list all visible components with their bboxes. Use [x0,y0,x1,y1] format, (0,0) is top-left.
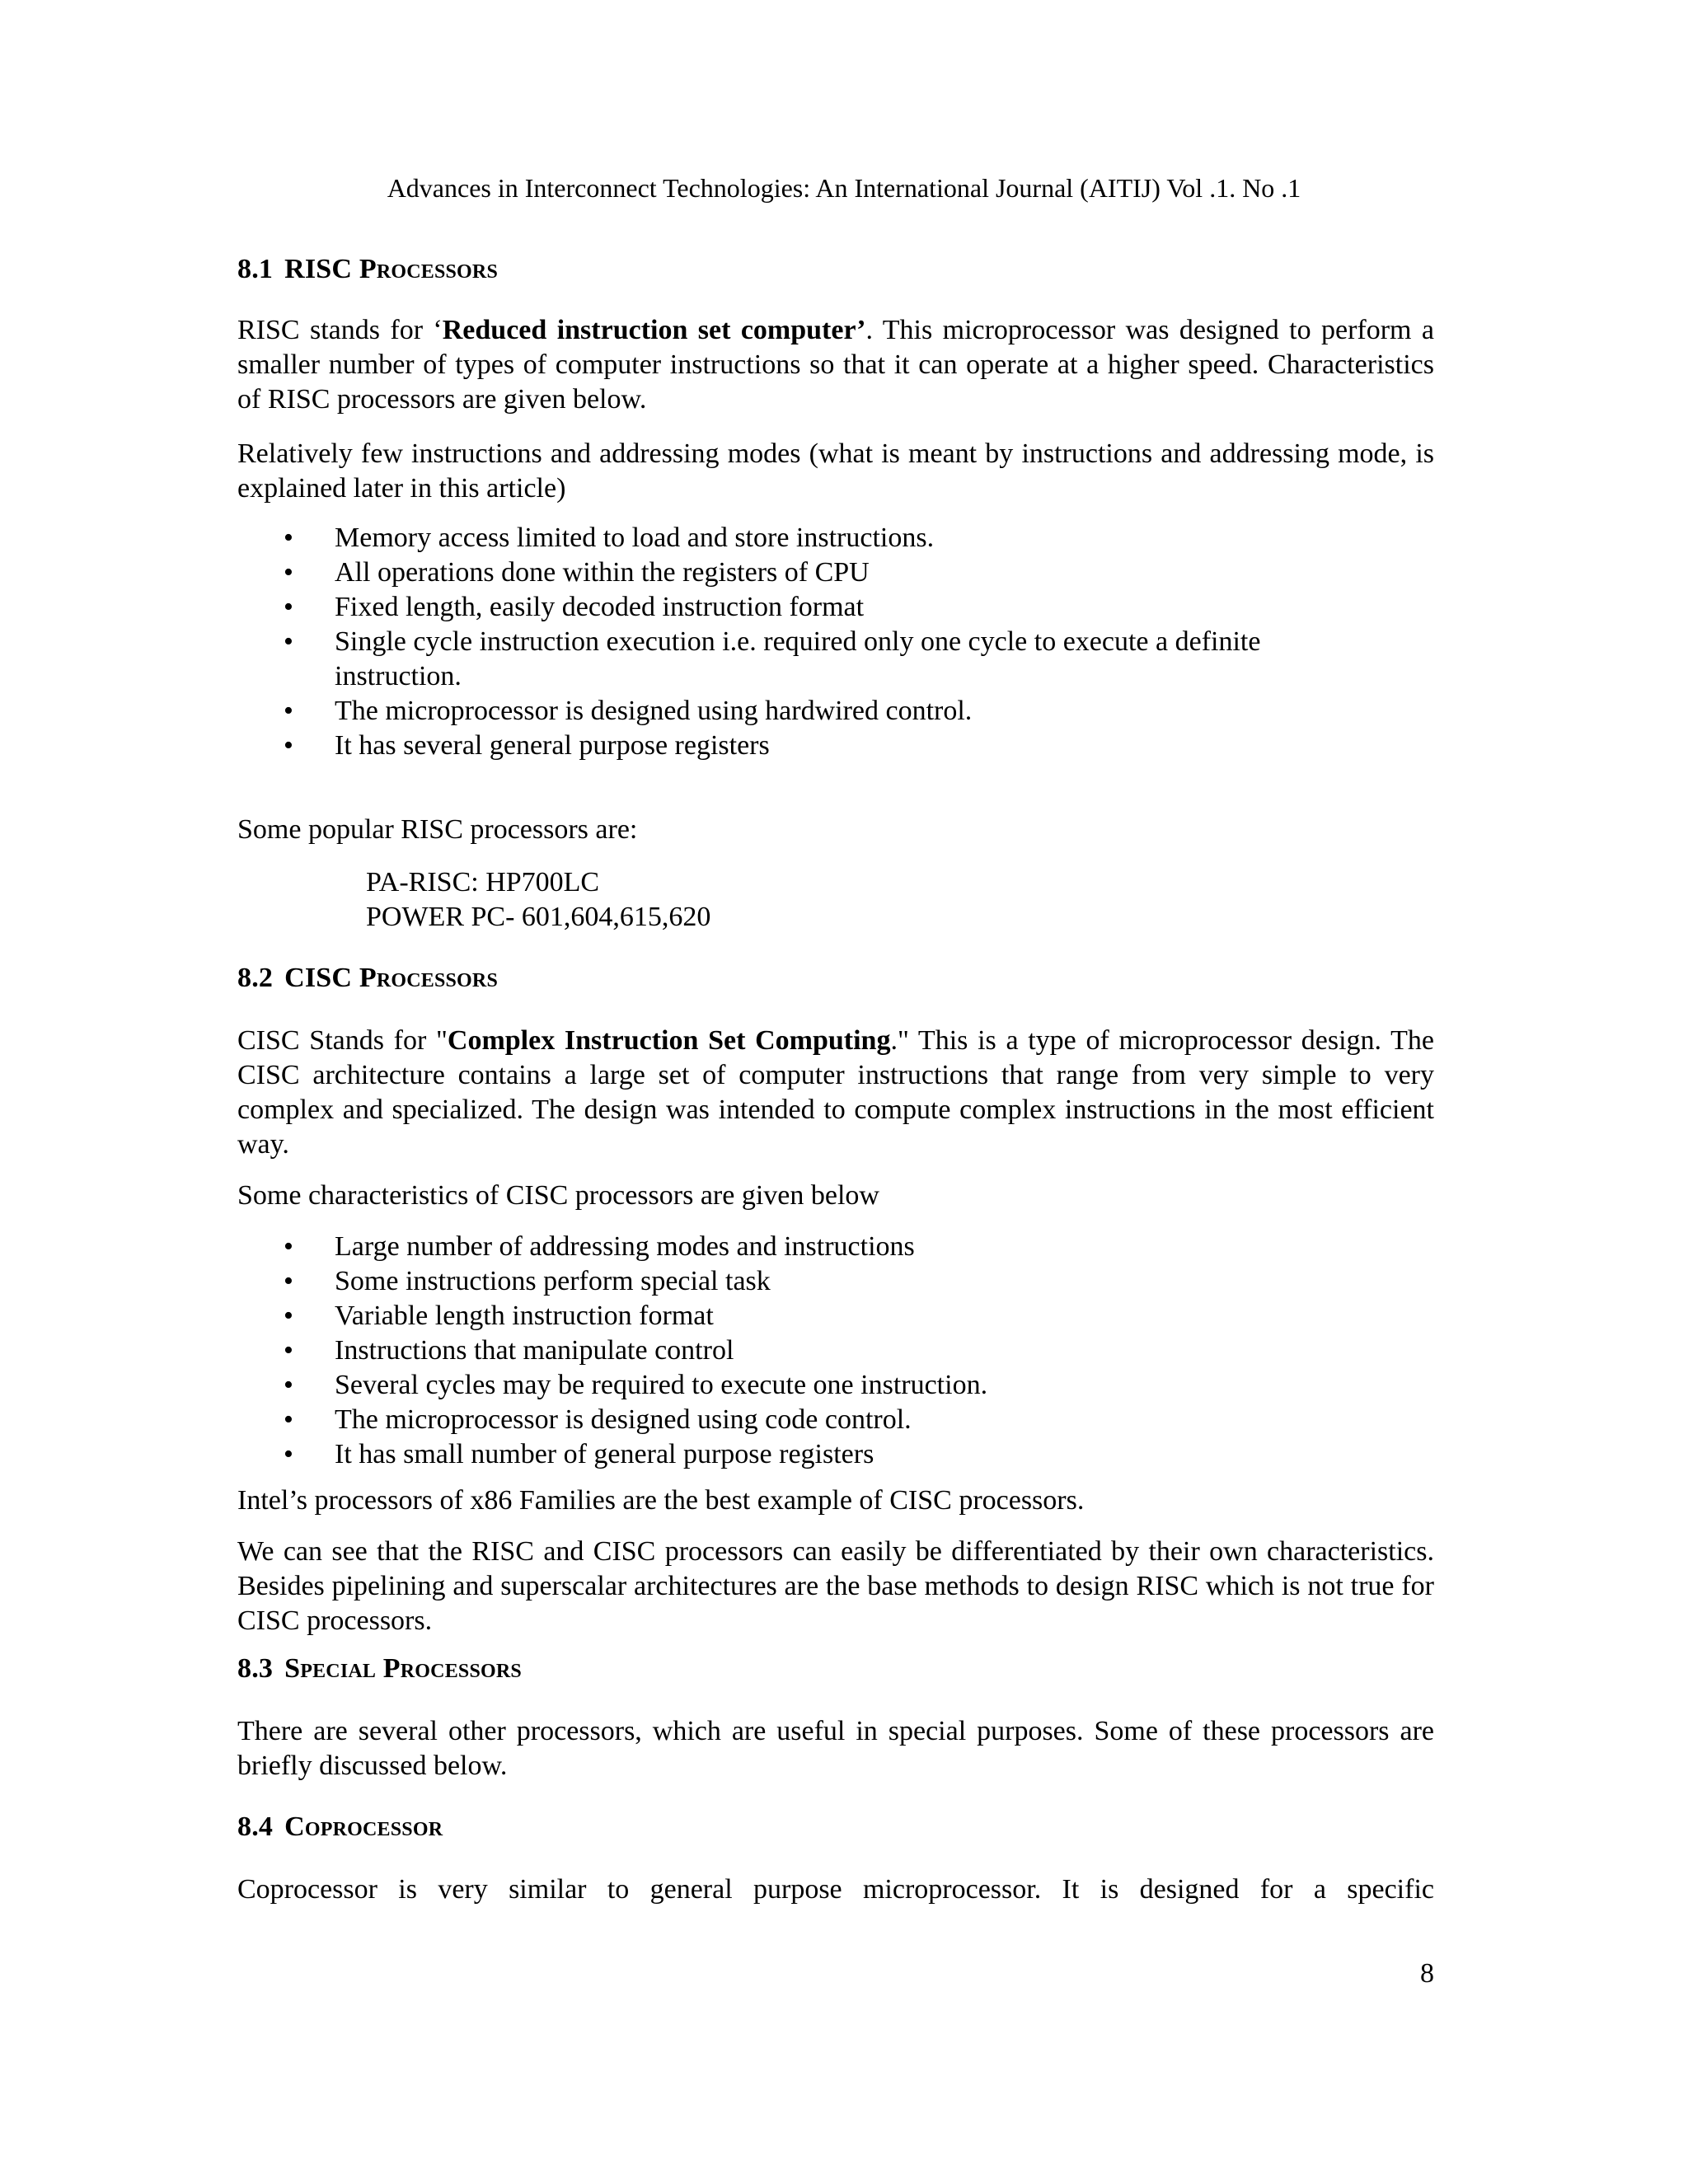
list-item: • Single cycle instruction execution i.e. required only one cycle to execute a definite instruction. [284,626,1261,691]
risc-paragraph-1 [237,313,1434,417]
list-item: • The microprocessor is designed using code control. [237,1403,1434,1437]
risc-paragraph-2 [237,437,1434,506]
section-number: 8.4 [237,1811,274,1842]
list-item: • Some instructions perform special task [237,1264,1434,1299]
list-item: • Several cycles may be required to execute one instruction. [237,1368,1434,1403]
list-item: • It has several general purpose registers [237,729,1434,763]
bullet-icon: • [284,730,293,761]
cisc-p1-bold: Complex Instruction Set Computing [447,1025,891,1056]
section-8-2 [237,961,1434,996]
risc-p1-post: . This microprocessor was designed to perform a smaller number of types of computer instructions so that it can operate at a higher speed. Characteristics of RISC processors are given below. [237,315,1434,415]
section-number: 8.2 [237,963,274,993]
section-title: CISC Processors [284,963,499,993]
section-8-3 [237,1652,1434,1686]
cisc-p1-post: ." This is a type of microprocessor design. The CISC architecture contains a large set of computer instructions that range from very simple to very complex and specialized. The design was intended to compute complex instructions in the most efficient way. [237,1025,1434,1160]
section-title: Coprocessor [284,1811,443,1842]
cisc-paragraph-2: Some characteristics of CISC processors are given below [237,1180,879,1211]
coprocessor-paragraph-1: Coprocessor is very similar to general purpose microprocessor. It is designed for a specific [237,1874,1434,1905]
cisc-p1-pre: CISC Stands for " [237,1025,448,1056]
list-item: • Variable length instruction format [237,1299,1434,1333]
bullet-icon: • [284,557,293,588]
risc-popular-list [237,865,1434,935]
risc-p1-pre: RISC stands for ‘ [237,315,443,345]
section-heading [237,1810,1434,1844]
risc-popular-intro: Some popular RISC processors are: [237,814,638,845]
list-item: • Memory access limited to load and store instructions. [237,521,1434,555]
list-item: POWER PC- 601,604,615,620 [366,902,711,932]
list-item: • The microprocessor is designed using hardwired control. [237,694,1434,729]
bullet-icon: • [284,626,293,657]
bullet-icon: • [284,1439,293,1469]
risc-p1-bold: Reduced instruction set computer’ [442,315,866,345]
risc-bullet-list [237,521,1434,763]
section-heading [237,252,1434,287]
special-paragraph-1: There are several other processors, which are useful in special purposes. Some of these processors are briefly discussed below. [237,1716,1434,1781]
section-number: 8.1 [237,254,274,284]
list-item: • It has small number of general purpose registers [237,1437,1434,1472]
list-item: • Fixed length, easily decoded instruction format [237,590,1434,625]
section-8-1 [237,252,1434,287]
section-8-4 [237,1810,1434,1844]
risc-p2: Relatively few instructions and addressing modes (what is meant by instructions and addressing mode, is explained later in this article) [237,438,1434,504]
bullet-icon: • [284,1370,293,1400]
bullet-icon: • [284,1335,293,1366]
bullet-icon: • [284,1404,293,1435]
bullet-icon: • [284,1231,293,1262]
list-item: • Instructions that manipulate control [237,1333,1434,1368]
section-number: 8.3 [237,1653,274,1684]
page-number: 8 [1420,1958,1434,1989]
cisc-bullet-list [237,1230,1434,1472]
section-heading [237,961,1434,996]
section-title: Special Processors [284,1653,522,1684]
cisc-paragraph-3: Intel’s processors of x86 Families are the best example of CISC processors. [237,1485,1085,1516]
bullet-icon: • [284,1301,293,1331]
cisc-paragraph-1 [237,1024,1434,1162]
list-item: PA-RISC: HP700LC [366,867,600,898]
bullet-icon: • [284,1266,293,1296]
running-header: Advances in Interconnect Technologies: An International Journal (AITIJ) Vol .1. No .1 [387,173,1301,203]
bullet-icon: • [284,592,293,622]
cisc-paragraph-4: We can see that the RISC and CISC processors can easily be differentiated by their own characteristics. Besides pipelining and superscalar architectures are the base methods to design RISC which is not true for CISC processors. [237,1536,1434,1636]
bullet-icon: • [284,696,293,726]
bullet-icon: • [284,523,293,553]
list-item: • Large number of addressing modes and instructions [237,1230,1434,1264]
section-heading [237,1652,1434,1686]
list-item: • All operations done within the registers of CPU [237,555,1434,590]
section-title: RISC Processors [284,254,499,284]
